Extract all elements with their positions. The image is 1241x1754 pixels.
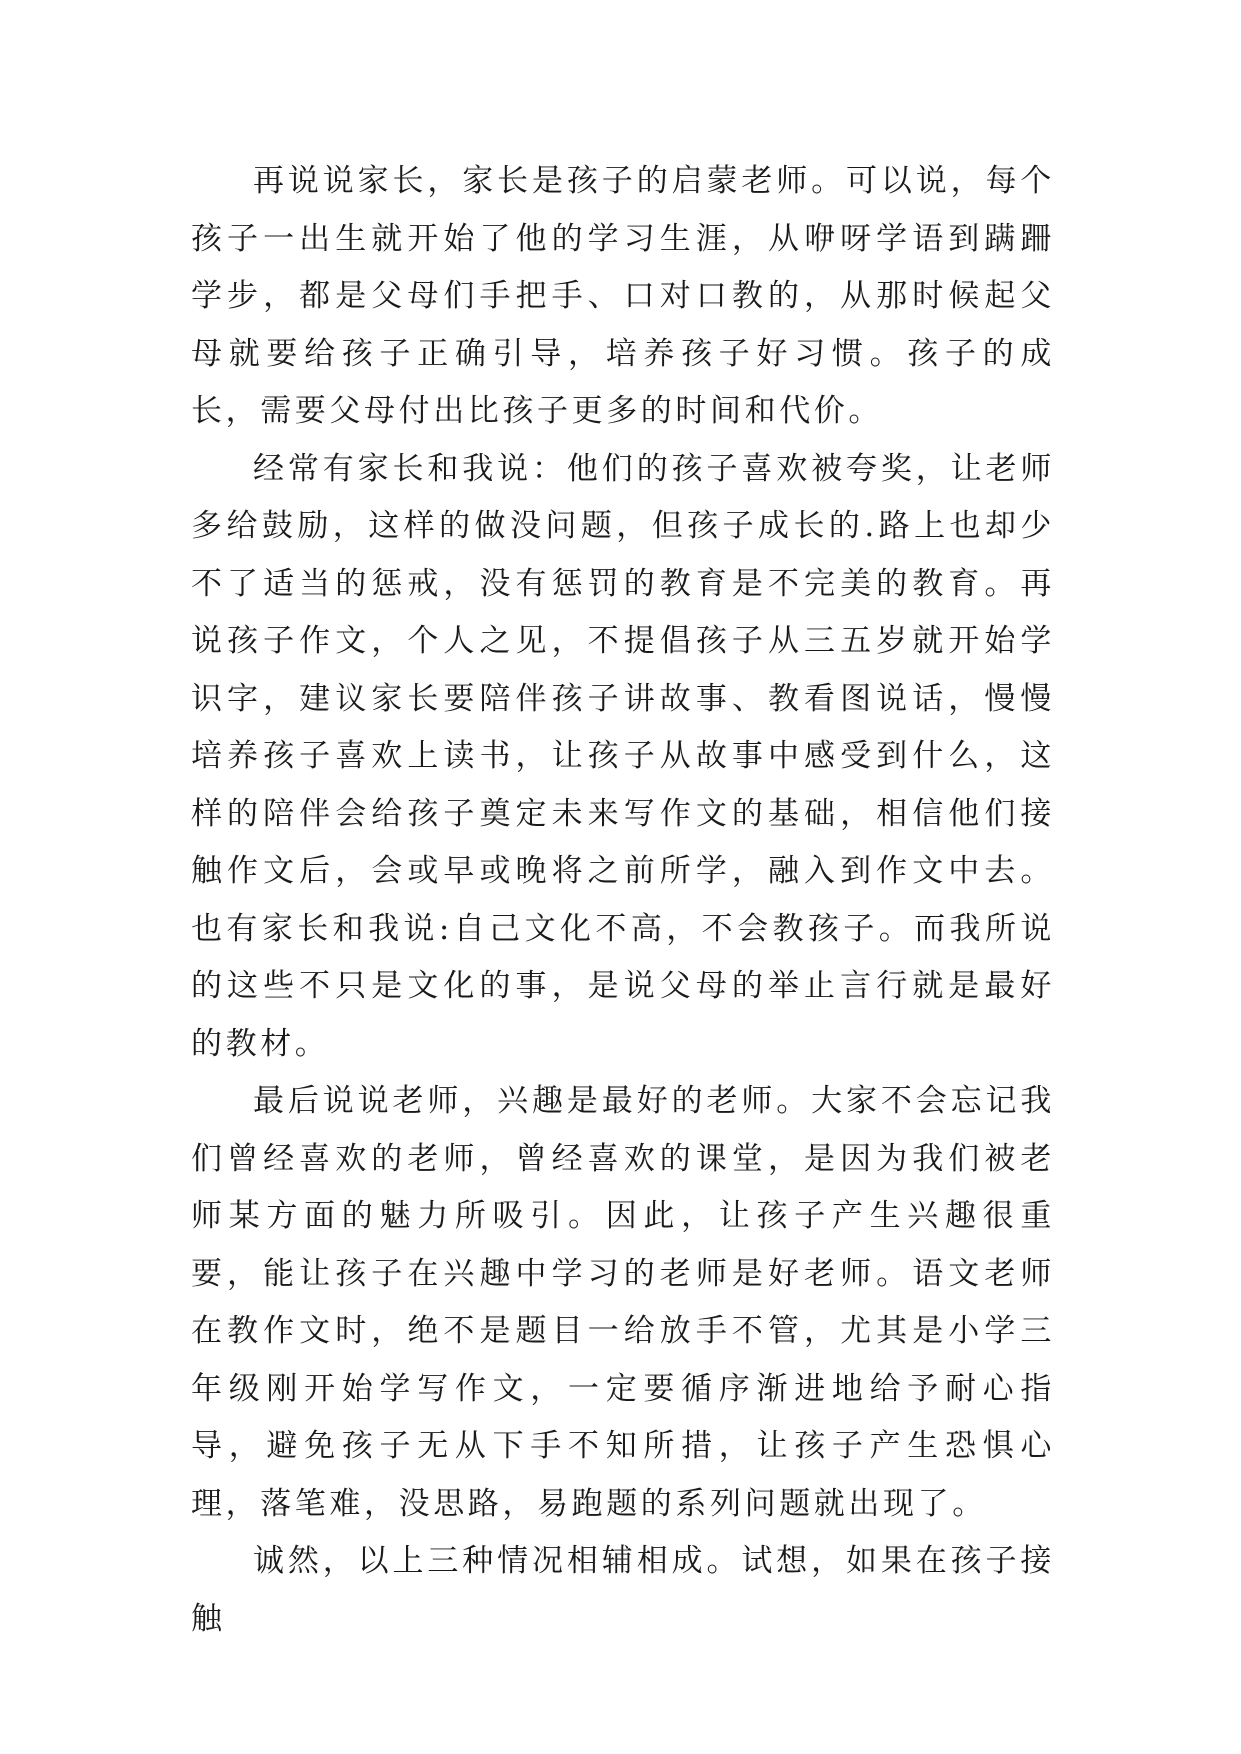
paragraph-teachers-interest: 最后说说老师，兴趣是最好的老师。大家不会忘记我们曾经喜欢的老师，曾经喜欢的课堂，是因为我们被老师某方面的魅力所吸引。因此，让孩子产生兴趣很重要，能让孩子在兴趣中学习的老师是好老师。语文老师在教作文时，绝不是题目一给放手不管，尤其是小学三年级刚开始学写作文，一定要循序渐进地给予耐心指导，避免孩子无从下手不知所措，让孩子产生恐惧心理，落笔难，没思路，易跑题的系列问题就出现了。: [191, 1083, 1055, 1522]
body-text: [191, 153, 1055, 1648]
paragraph-parents-first-teacher: 再说说家长，家长是孩子的启蒙老师。可以说，每个孩子一出生就开始了他的学习生涯，从咿呀学语到蹒跚学步，都是父母们手把手、口对口教的，从那时候起父母就要给孩子正确引导，培养孩子好习惯。孩子的成长，需要父母付出比孩子更多的时间和代价。: [191, 163, 1055, 429]
paragraph-praise-and-writing: 经常有家长和我说：他们的孩子喜欢被夸奖，让老师多给鼓励，这样的做没问题，但孩子成长的.路上也却少不了适当的惩戒，没有惩罚的教育是不完美的教育。再说孩子作文，个人之见，不提倡孩子从三五岁就开始学识字，建议家长要陪伴孩子讲故事、教看图说话，慢慢培养孩子喜欢上读书，让孩子从故事中感受到什么，这样的陪伴会给孩子奠定未来写作文的基础，相信他们接触作文后，会或早或晚将之前所学，融入到作文中去。也有家长和我说:自己文化不高，不会教孩子。而我所说的这些不只是文化的事，是说父母的举止言行就是最好的教材。: [191, 450, 1055, 1062]
paragraph-conclusion-start: 诚然，以上三种情况相辅相成。试想，如果在孩子接触: [191, 1543, 1055, 1637]
